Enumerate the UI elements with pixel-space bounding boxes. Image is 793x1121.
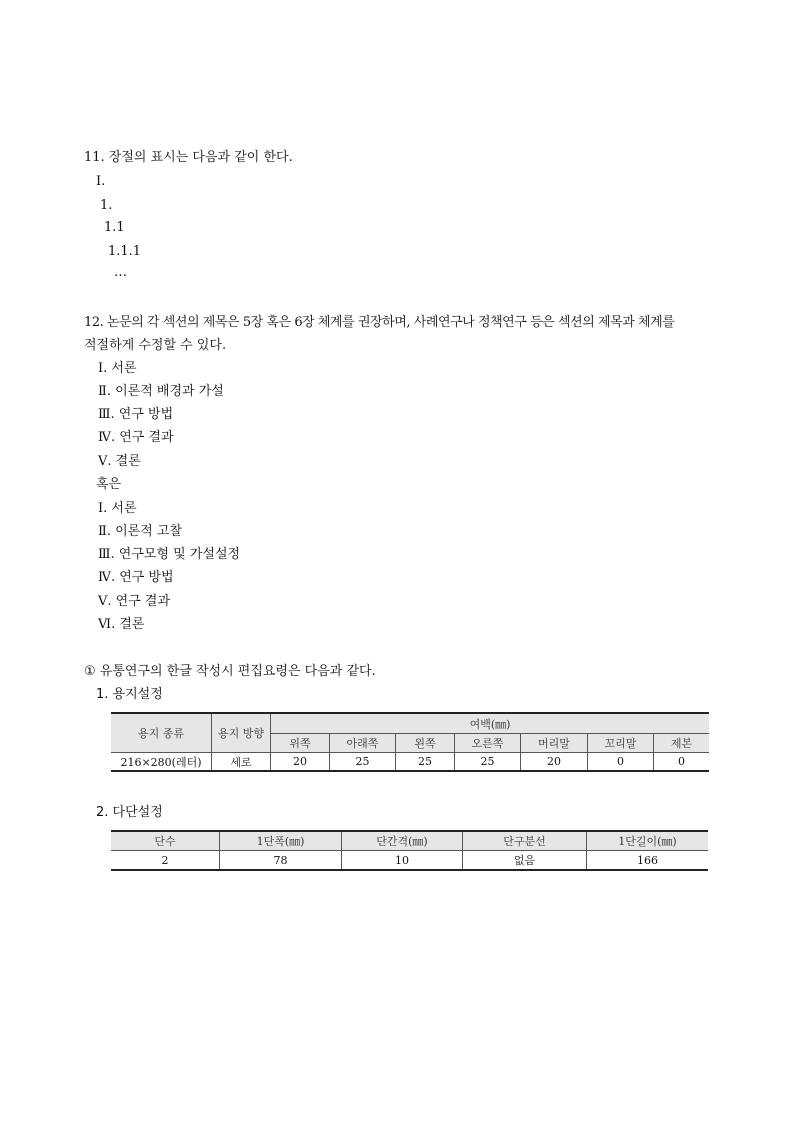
cell-margin-left: 25 — [396, 753, 455, 772]
table-row — [111, 753, 709, 772]
header-margin-left: 왼쪽 — [396, 734, 455, 753]
cell-column-count: 2 — [111, 851, 220, 871]
header-column-count: 단수 — [111, 831, 220, 851]
section-11-title: 11. 장절의 표시는 다음과 같이 한다. — [84, 150, 293, 165]
heading-level-4-example: 1.1.1 — [108, 244, 142, 259]
header-margin-header: 머리말 — [521, 734, 588, 753]
cell-margin-footer: 0 — [588, 753, 654, 772]
header-margin-group: 여백(㎜) — [271, 713, 710, 734]
cell-orientation: 세로 — [212, 753, 271, 772]
header-margin-binding: 제본 — [654, 734, 710, 753]
editing-intro: ① 유통연구의 한글 작성시 편집요령은 다음과 같다. — [84, 664, 376, 679]
header-orientation: 용지 방향 — [212, 713, 271, 753]
header-margin-bottom: 아래쪽 — [330, 734, 396, 753]
header-paper-type: 용지 종류 — [111, 713, 212, 753]
column-settings-table — [111, 830, 708, 871]
cell-margin-top: 20 — [271, 753, 330, 772]
cell-column-length: 166 — [587, 851, 709, 871]
heading-level-2-example: 1. — [100, 198, 113, 213]
header-column-length: 1단길이(㎜) — [587, 831, 709, 851]
option-a-item: Ⅰ. 서론 — [98, 361, 137, 376]
cell-margin-header: 20 — [521, 753, 588, 772]
cell-margin-bottom: 25 — [330, 753, 396, 772]
or-label: 혹은 — [96, 477, 122, 492]
section-12-title-line2: 적절하게 수정할 수 있다. — [84, 338, 227, 353]
header-column-divider: 단구분선 — [463, 831, 587, 851]
header-margin-right: 오른쪽 — [455, 734, 521, 753]
option-a-item: Ⅴ. 결론 — [98, 454, 141, 469]
option-a-item: Ⅲ. 연구 방법 — [98, 407, 174, 422]
cell-column-gap: 10 — [342, 851, 463, 871]
heading-level-3-example: 1.1 — [104, 220, 125, 235]
option-b-item: Ⅳ. 연구 방법 — [98, 570, 174, 585]
cell-paper-type: 216×280(레터) — [111, 753, 212, 772]
cell-column-divider: 없음 — [463, 851, 587, 871]
column-settings-heading: 2. 다단설정 — [96, 805, 163, 820]
cell-margin-binding: 0 — [654, 753, 710, 772]
option-a-item: Ⅱ. 이론적 배경과 가설 — [98, 384, 224, 399]
header-column-gap: 단간격(㎜) — [342, 831, 463, 851]
paper-settings-table — [111, 712, 709, 772]
heading-level-1-example: I. — [96, 174, 106, 189]
option-a-item: Ⅳ. 연구 결과 — [98, 430, 174, 445]
option-b-item: Ⅵ. 결론 — [98, 617, 145, 632]
section-12-title-line1: 12. 논문의 각 섹션의 제목은 5장 혹은 6장 체계를 권장하며, 사례연구나 정책연구 등은 섹션의 제목과 체계를 — [84, 315, 675, 330]
option-b-item: Ⅲ. 연구모형 및 가설설정 — [98, 547, 241, 562]
heading-ellipsis: … — [114, 265, 127, 280]
header-margin-footer: 꼬리말 — [588, 734, 654, 753]
cell-margin-right: 25 — [455, 753, 521, 772]
option-b-item: Ⅱ. 이론적 고찰 — [98, 524, 183, 539]
cell-column-width: 78 — [220, 851, 342, 871]
table-row — [111, 851, 708, 871]
option-b-item: Ⅰ. 서론 — [98, 501, 137, 516]
paper-settings-heading: 1. 용지설정 — [96, 687, 163, 702]
header-column-width: 1단폭(㎜) — [220, 831, 342, 851]
option-b-item: Ⅴ. 연구 결과 — [98, 594, 171, 609]
header-margin-top: 위쪽 — [271, 734, 330, 753]
